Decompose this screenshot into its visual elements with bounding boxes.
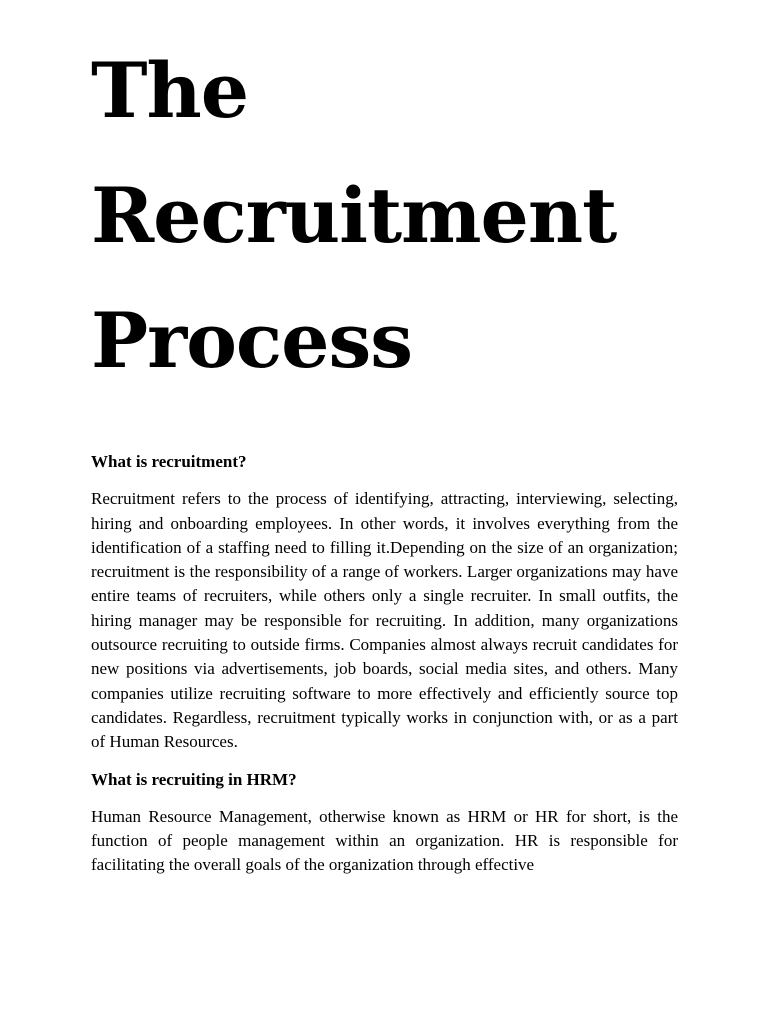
section-paragraph-recruiting-in-hrm: Human Resource Management, otherwise known as HRM or HR for short, is the function of people management within an organization. HR is responsible for facilitating the overall goals of the organization through effective xyxy=(91,806,678,875)
section-heading-recruiting-in-hrm: What is recruiting in HRM? xyxy=(91,769,297,789)
document-title xyxy=(91,28,711,403)
title-line-2: Recruitment xyxy=(91,171,617,260)
section-paragraph-recruitment: Recruitment refers to the process of identifying, attracting, interviewing, selecting, hiring and onboarding employees. In other words, it involves everything from the identification of a staffing need to filling it.Depending on the size of an organization; recruitment is the responsibility of a range of workers. Larger organizations may have entire teams of recruiters, while others only a single recruiter. In small outfits, the hiring manager may be responsible for recruiting. In addition, many organizations outsource recruiting to outside firms. Companies almost always recruit candidates for new positions via advertisements, job boards, social media sites, and others. Many companies utilize recruiting software to more effectively and efficiently source top candidates. Regardless, recruitment typically works in conjunction with, or as a part of Human Resources. xyxy=(91,489,678,752)
document-body xyxy=(91,450,678,891)
title-line-1: The xyxy=(91,46,249,135)
section-heading-recruitment: What is recruitment? xyxy=(91,452,247,471)
title-line-3: Process xyxy=(91,296,413,385)
